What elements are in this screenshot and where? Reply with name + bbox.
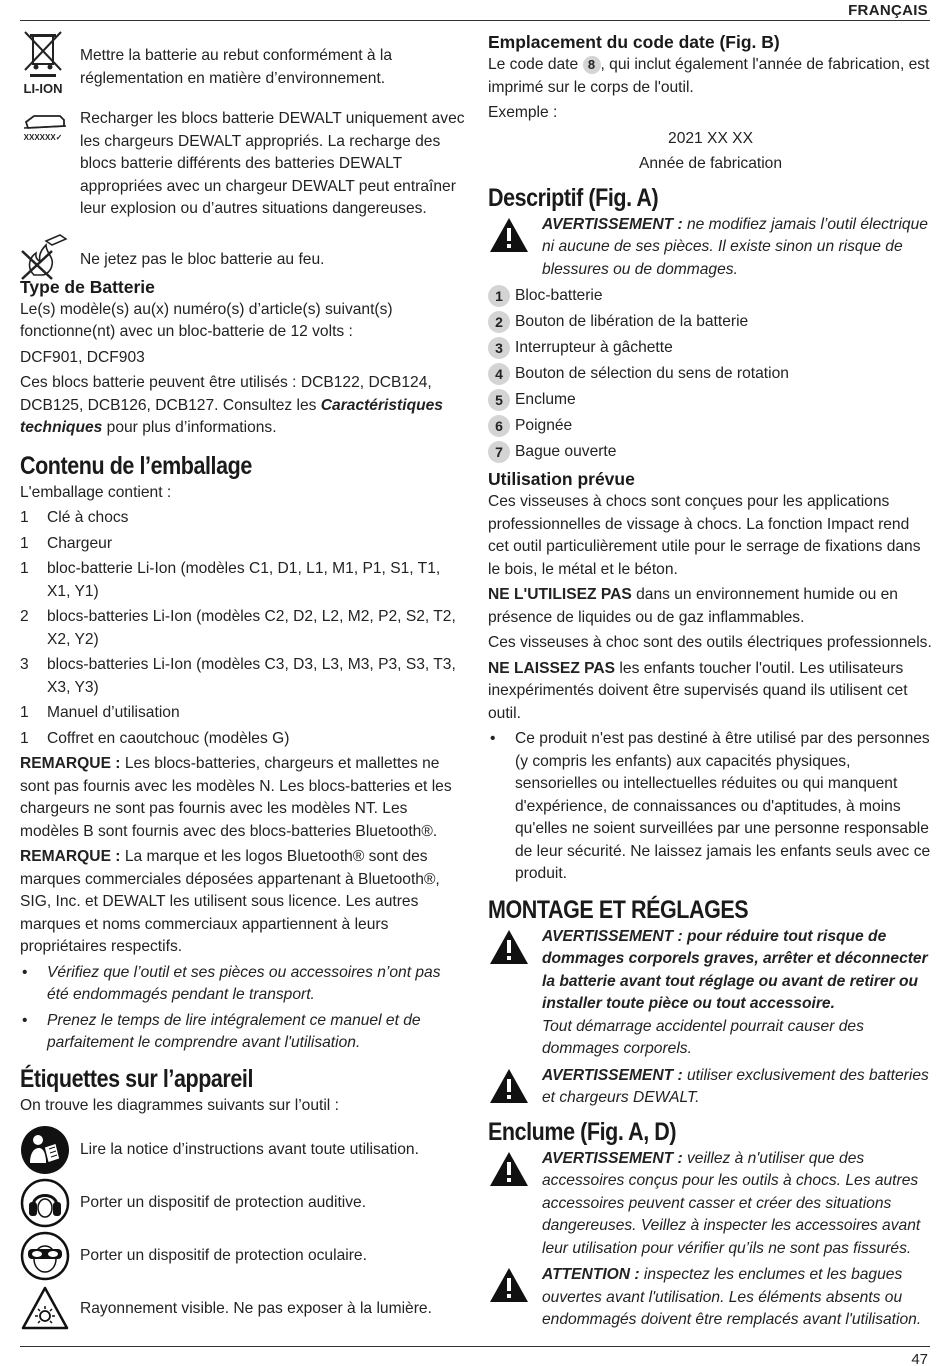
package-item-qty: 1	[20, 560, 29, 577]
package-item	[20, 533, 465, 556]
recycle-row	[20, 30, 465, 96]
warning-text: AVERTISSEMENT : pour réduire tout risque de dommages corporels graves, arrêter et déconnecter la batterie avant tout réglage ou avant de retirer ou installer toute pièce ou tout accessoire. Tout démarrage accidentel pourrait causer des dommages corporels.	[542, 927, 928, 1057]
package-item-qty: 1	[20, 704, 29, 721]
package-item-desc: blocs-batteries Li-Ion (modèles C3, D3, L3, M3, P3, S3, T3, X3, Y3)	[47, 656, 456, 696]
package-item	[20, 606, 465, 651]
package-list	[20, 507, 465, 750]
package-item-qty: 3	[20, 656, 29, 673]
package-heading: Contenu de l’emballage	[20, 451, 252, 480]
package-item-desc: blocs-batteries Li-Ion (modèles C2, D2, L2, M2, P2, S2, T2, X2, Y2)	[47, 608, 456, 648]
caution-icon	[488, 1264, 542, 1332]
package-bullet-text: Vérifiez que l’outil et ses pièces ou accessoires n’ont pas été endommagés pendant le transport.	[47, 963, 441, 1003]
header-divider	[20, 20, 930, 21]
warning-icon	[488, 214, 542, 282]
part-item	[488, 441, 933, 464]
warning-text: ATTENTION : inspectez les enclumes et les bagues ouvertes avant l'utilisation. Les éléments absents ou endommagés doivent être remplacés avant l'utilisation.	[542, 1266, 922, 1328]
package-intro: L'emballage contient :	[20, 483, 172, 501]
battery-type-p3: Ces blocs batterie peuvent être utilisés : DCB122, DCB124, DCB125, DCB126, DCB127. Consultez les Caractéristiques techniques pour plus d’informations.	[20, 374, 443, 436]
label-text: Lire la notice d’instructions avant toute utilisation.	[80, 1140, 419, 1158]
part-item	[488, 415, 933, 438]
part-item	[488, 389, 933, 412]
package-item	[20, 558, 465, 603]
package-item-desc: bloc-batterie Li-Ion (modèles C1, D1, L1, M1, P1, S1, T1, X1, Y1)	[47, 560, 441, 600]
no-fire-icon	[20, 233, 80, 281]
part-number-badge: 3	[488, 337, 510, 359]
datecode-heading: Emplacement du code date (Fig. B)	[488, 32, 780, 52]
package-bullet: • Vérifiez que l’outil et ses pièces ou accessoires n’ont pas été endommagés pendant le transport.	[20, 962, 465, 1007]
warning-icon	[488, 1065, 542, 1110]
charger-icon	[20, 108, 80, 148]
eye-protection-icon	[20, 1231, 80, 1281]
label-text: Porter un dispositif de protection auditive.	[80, 1193, 367, 1211]
part-number-badge: 8	[583, 56, 601, 74]
package-item-desc: Chargeur	[47, 534, 113, 552]
description-heading: Descriptif (Fig. A)	[488, 183, 659, 212]
intended-use-bullet: • Ce produit n'est pas destiné à être utilisé par des personnes (y compris les enfants) aux capacités physiques, sensorielles ou intellectuelles réduites ou qui manquent d'expérience, de connaissances ou d'aptitudes, à moins qu'elles ne soient surveillées par une personne responsable de leur sécurité. Ne laissez jamais les enfants seuls avec ce produit.	[490, 730, 931, 882]
description-warning	[488, 214, 933, 282]
package-item-desc: Manuel d’utilisation	[47, 704, 180, 721]
part-number-badge: 5	[488, 389, 510, 411]
part-number-badge: 2	[488, 311, 510, 333]
part-number-badge: 7	[488, 441, 510, 463]
part-number-badge: 6	[488, 415, 510, 437]
example-code: 2021 XX XX	[668, 129, 753, 147]
part-item	[488, 337, 933, 360]
datecode-p1: Le code date 8 , qui inclut également l'année de fabrication, est imprimé sur le corps de l'outil.	[488, 56, 930, 96]
label-row	[20, 1125, 465, 1175]
battery-type-models: DCF901, DCF903	[20, 348, 145, 366]
package-item-qty: 2	[20, 608, 29, 625]
package-item	[20, 654, 465, 699]
package-item	[20, 728, 465, 751]
part-label: Poignée	[515, 417, 573, 434]
warning-text: AVERTISSEMENT : ne modifiez jamais l’outil électrique ni aucune de ses pièces. Il existe sinon un risque de blessures ou de dommages.	[542, 215, 928, 278]
example-caption: Année de fabrication	[638, 155, 783, 172]
fire-row	[20, 233, 465, 281]
visible-radiation-icon	[20, 1284, 80, 1334]
left-column	[20, 30, 465, 1334]
label-row	[20, 1284, 465, 1334]
intended-use-p3: Ces visseuses à choc sont des outils électriques professionnels.	[488, 634, 932, 651]
labels-intro: On trouve les diagrammes suivants sur l’outil :	[20, 1096, 339, 1114]
part-item	[488, 311, 933, 334]
page-number: 47	[911, 1351, 928, 1366]
example-label: Exemple :	[488, 104, 558, 121]
label-row	[20, 1178, 465, 1228]
warning-icon	[488, 1148, 542, 1261]
assembly-warning-1	[488, 926, 933, 1061]
part-label: Interrupteur à gâchette	[515, 339, 673, 356]
part-item	[488, 285, 933, 308]
charge-text: Recharger les blocs batterie DEWALT uniquement avec les chargeurs DEWALT appropriés. La recharge des blocs batterie différents des batteries DEWALT appropriées avec un chargeur DEWALT peut entraîner leur explosion ou d’autres situations dangereuses.	[80, 110, 465, 217]
package-item-qty: 1	[20, 534, 29, 552]
package-item	[20, 507, 465, 530]
intended-use-heading: Utilisation prévue	[488, 469, 635, 489]
assembly-heading: MONTAGE ET RÉGLAGES	[488, 895, 749, 924]
battery-type-heading: Type de Batterie	[20, 276, 155, 297]
label-row	[20, 1231, 465, 1281]
part-label: Bouton de sélection du sens de rotation	[515, 365, 789, 382]
svg-text:LI-ION: LI-ION	[23, 81, 63, 96]
anvil-warning-1	[488, 1148, 933, 1261]
part-number-badge: 1	[488, 285, 510, 307]
battery-recycle-icon	[20, 30, 80, 96]
part-label: Enclume	[515, 391, 576, 408]
read-manual-icon	[20, 1125, 80, 1175]
fire-text: Ne jetez pas le bloc batterie au feu.	[80, 250, 325, 268]
anvil-heading: Enclume (Fig. A, D)	[488, 1117, 677, 1146]
svg-text:XXXXXX✓: XXXXXX✓	[23, 133, 63, 142]
recycle-text: Mettre la batterie au rebut conformément à la réglementation en matière d’environnement.	[80, 47, 393, 87]
label-text: Rayonnement visible. Ne pas exposer à la lumière.	[80, 1299, 432, 1317]
labels-heading: Étiquettes sur l’appareil	[20, 1064, 253, 1093]
intended-use-p4: NE LAISSEZ PAS les enfants toucher l'outil. Les utilisateurs inexpérimentés doivent être supervisés quand ils utilisent cet outil.	[488, 659, 908, 722]
parts-list	[488, 285, 933, 464]
hearing-protection-icon	[20, 1178, 80, 1228]
warning-text: AVERTISSEMENT : utiliser exclusivement des batteries et chargeurs DEWALT.	[542, 1066, 929, 1106]
package-item-qty: 1	[20, 509, 29, 526]
package-bullet-text: Prenez le temps de lire intégralement ce manuel et de parfaitement le comprendre avant l'utilisation.	[47, 1011, 421, 1051]
right-column	[488, 30, 933, 1336]
package-note-1: REMARQUE : Les blocs-batteries, chargeurs et mallettes ne sont pas fournis avec les modèles N. Les blocs-batteries et les chargeurs ne sont pas fournis avec les modèles NT. Les modèles B sont fournis avec des blocs-batteries Bluetooth®.	[20, 755, 452, 840]
package-item	[20, 702, 465, 725]
package-bullets	[20, 962, 465, 1055]
package-bullet: • Prenez le temps de lire intégralement ce manuel et de parfaitement le comprendre avant l'utilisation.	[20, 1010, 465, 1055]
warning-text: AVERTISSEMENT : veillez à n'utiliser que des accessoires conçus pour les outils à chocs. Les autres accessoires peuvent casser et créer des situations dangereuses. Veillez à inspecter les accessoires avant leur utilisation pour vérifier qu’ils ne sont pas fissurés.	[542, 1149, 921, 1257]
language-label: FRANÇAIS	[848, 2, 928, 19]
charge-row	[20, 108, 465, 221]
anvil-warning-2	[488, 1264, 933, 1332]
intended-use-p1: Ces visseuses à chocs sont conçues pour les applications professionnelles de vissage à chocs. La fonction Impact rend cet outil particulièrement utile pour le serrage de fixations dans le bois, le métal et le béton.	[488, 493, 921, 578]
warning-icon	[488, 926, 542, 1061]
package-item-desc: Clé à chocs	[47, 509, 129, 526]
package-item-desc: Coffret en caoutchouc (modèles G)	[47, 729, 290, 747]
package-item-qty: 1	[20, 729, 29, 747]
part-label: Bague ouverte	[515, 443, 617, 460]
part-number-badge: 4	[488, 363, 510, 385]
assembly-warning-2	[488, 1065, 933, 1110]
part-label: Bloc-batterie	[515, 287, 603, 304]
label-text: Porter un dispositif de protection oculaire.	[80, 1246, 367, 1264]
intended-use-p2: NE L'UTILISEZ PAS dans un environnement humide ou en présence de liquides ou de gaz inflammables.	[488, 586, 898, 626]
battery-type-p1: Le(s) modèle(s) au(x) numéro(s) d’article(s) suivant(s) fonctionne(nt) avec un bloc-batterie de 12 volts :	[20, 300, 393, 340]
part-label: Bouton de libération de la batterie	[515, 313, 749, 330]
package-note-2: REMARQUE : La marque et les logos Bluetooth® sont des marques commerciales déposées appartenant à Bluetooth®, SIG, Inc. et DEWALT les utilisent sous licence. Les autres marques et noms commerciaux appartiennent à leurs propriétaires respectifs.	[20, 848, 440, 955]
part-item	[488, 363, 933, 386]
footer-divider	[20, 1346, 930, 1347]
